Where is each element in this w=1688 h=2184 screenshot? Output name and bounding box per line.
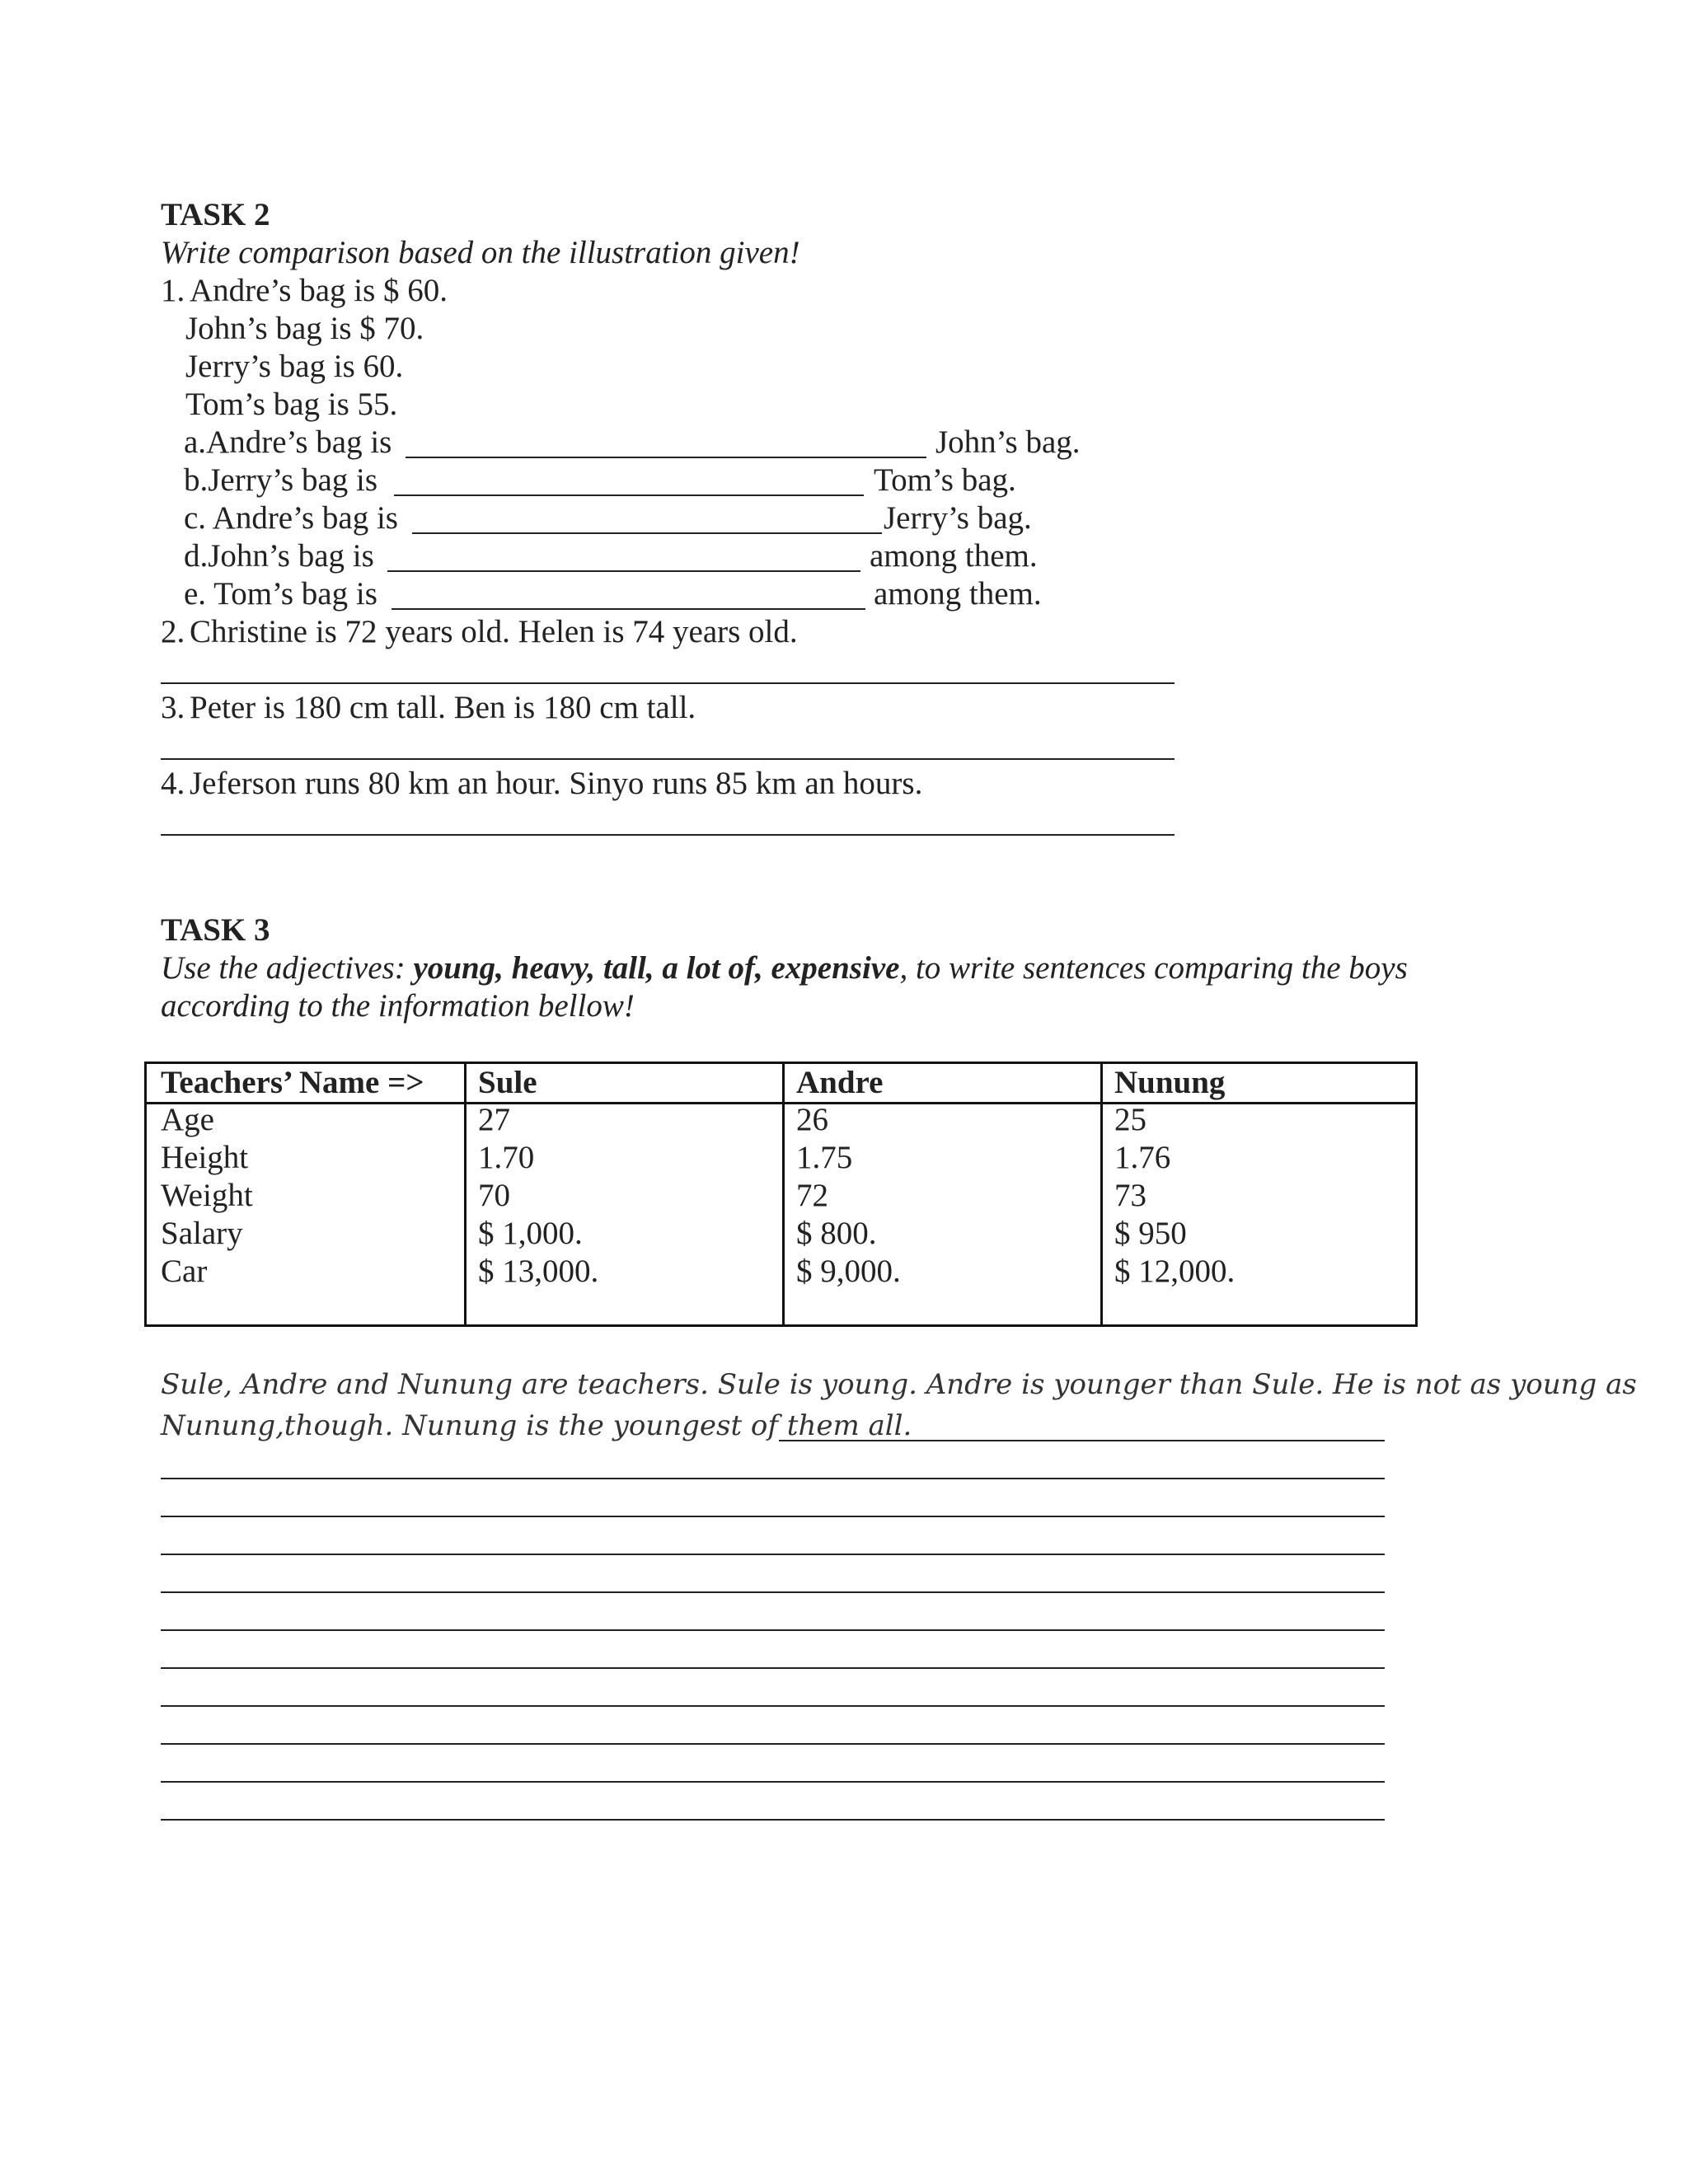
table-header-nunung: Nunung — [1114, 1065, 1226, 1100]
cell-andre-car: $ 9,000. — [796, 1254, 901, 1289]
q3-number: 3. — [161, 690, 185, 725]
row-label-car: Car — [161, 1254, 208, 1289]
q4-number: 4. — [161, 766, 185, 801]
writing-line[interactable] — [161, 1516, 1385, 1517]
q2-answer-line[interactable] — [161, 682, 1175, 684]
q1-item-e-prefix: e. Tom’s bag is — [184, 576, 377, 612]
table-column-divider — [464, 1064, 467, 1324]
example-text-line-1: Sule, Andre and Nunung are teachers. Sule is young. Andre is younger than Sule. He is not as young as — [161, 1368, 1637, 1401]
cell-nunung-car: $ 12,000. — [1114, 1254, 1236, 1289]
q1-line-2: John’s bag is $ 70. — [185, 311, 424, 346]
cell-sule-weight: 70 — [478, 1178, 510, 1213]
task3-adjectives: young, heavy, tall, a lot of, expensive — [413, 950, 900, 986]
task3-heading: TASK 3 — [161, 912, 270, 948]
cell-nunung-salary: $ 950 — [1114, 1216, 1187, 1251]
q1-item-c-prefix: c. Andre’s bag is — [184, 500, 398, 536]
q3-text: Peter is 180 cm tall. Ben is 180 cm tall. — [190, 690, 696, 725]
task3-instruction-start: Use the adjectives: — [161, 950, 414, 986]
cell-nunung-height: 1.76 — [1114, 1140, 1171, 1175]
q1-item-d-prefix: d.John’s bag is — [184, 538, 374, 574]
q1-item-b-suffix: Tom’s bag. — [874, 462, 1016, 498]
writing-line[interactable] — [161, 1591, 1385, 1593]
cell-andre-weight: 72 — [796, 1178, 828, 1213]
table-header-divider — [147, 1102, 1415, 1104]
q4-text: Jeferson runs 80 km an hour. Sinyo runs 85 km an hours. — [190, 766, 923, 801]
writing-line[interactable] — [161, 1554, 1385, 1555]
cell-sule-age: 27 — [478, 1102, 510, 1137]
writing-line[interactable] — [161, 1743, 1385, 1745]
example-text-line-2: Nunung,though. Nunung is the youngest of them all. — [161, 1409, 912, 1442]
q2-text: Christine is 72 years old. Helen is 74 years old. — [190, 614, 798, 649]
writing-line[interactable] — [161, 1478, 1385, 1479]
q1-item-a-prefix: a.Andre’s bag is — [184, 424, 392, 460]
cell-andre-salary: $ 800. — [796, 1216, 877, 1251]
q2-number: 2. — [161, 614, 185, 649]
cell-sule-salary: $ 1,000. — [478, 1216, 583, 1251]
q1-item-c-suffix: Jerry’s bag. — [884, 500, 1032, 536]
row-label-age: Age — [161, 1102, 214, 1137]
writing-line[interactable] — [161, 1819, 1385, 1821]
task3-instruction-end: , to write sentences comparing the boys — [899, 950, 1408, 986]
table-header-sule: Sule — [478, 1065, 537, 1100]
q1-item-b-prefix: b.Jerry’s bag is — [184, 462, 378, 498]
q1-item-c-blank[interactable] — [412, 532, 882, 534]
writing-line[interactable] — [161, 1629, 1385, 1631]
q1-line-3: Jerry’s bag is 60. — [185, 349, 404, 384]
q1-line-1: Andre’s bag is $ 60. — [190, 273, 448, 308]
task2-instruction: Write comparison based on the illustration given! — [161, 235, 800, 270]
writing-line[interactable] — [161, 1781, 1385, 1783]
table-column-divider — [1100, 1064, 1103, 1324]
q1-item-a-blank[interactable] — [406, 457, 926, 458]
q1-item-a-suffix: John’s bag. — [935, 424, 1081, 460]
q1-item-b-blank[interactable] — [394, 494, 864, 496]
example-answer-line[interactable] — [779, 1440, 1385, 1441]
cell-nunung-weight: 73 — [1114, 1178, 1146, 1213]
row-label-height: Height — [161, 1140, 249, 1175]
table-header-andre: Andre — [796, 1065, 884, 1100]
task3-instruction-line2: according to the information bellow! — [161, 988, 635, 1024]
q4-answer-line[interactable] — [161, 834, 1175, 836]
q1-number: 1. — [161, 273, 185, 308]
task3-instruction — [161, 949, 1408, 987]
q1-item-d-suffix: among them. — [870, 538, 1038, 574]
row-label-weight: Weight — [161, 1178, 253, 1213]
q1-line-4: Tom’s bag is 55. — [185, 387, 398, 422]
task2-heading: TASK 2 — [161, 197, 270, 232]
cell-andre-height: 1.75 — [796, 1140, 853, 1175]
q1-item-e-suffix: among them. — [874, 576, 1042, 612]
cell-sule-height: 1.70 — [478, 1140, 535, 1175]
table-column-divider — [782, 1064, 785, 1324]
writing-line[interactable] — [161, 1705, 1385, 1707]
cell-nunung-age: 25 — [1114, 1102, 1146, 1137]
teachers-table — [144, 1062, 1418, 1327]
writing-line[interactable] — [161, 1667, 1385, 1669]
table-header-teachers-name: Teachers’ Name => — [161, 1065, 424, 1100]
q1-item-d-blank[interactable] — [387, 570, 860, 572]
row-label-salary: Salary — [161, 1216, 243, 1251]
q1-item-e-blank[interactable] — [392, 608, 865, 610]
cell-sule-car: $ 13,000. — [478, 1254, 599, 1289]
q3-answer-line[interactable] — [161, 758, 1175, 760]
cell-andre-age: 26 — [796, 1102, 828, 1137]
